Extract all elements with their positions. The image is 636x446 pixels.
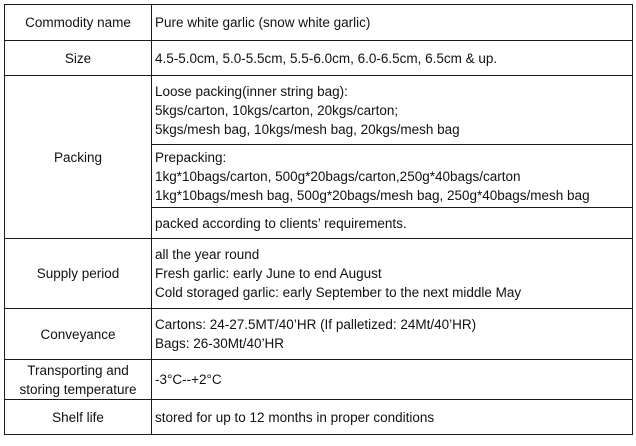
- temperature-label-line: Transporting and: [27, 362, 129, 378]
- conveyance-line: Bags: 26-30Mt/40’HR: [155, 336, 285, 351]
- garlic-spec-table: [4, 4, 633, 435]
- table-row-size: [5, 41, 633, 76]
- temperature-label-line: storing temperature: [19, 381, 137, 397]
- packing-prepacking-line: 1kg*10bags/mesh bag, 500g*20bags/mesh bag, 250g*40bags/mesh bag: [155, 187, 590, 203]
- temperature-value: -3°C--+2°C: [152, 360, 633, 400]
- packing-prepacking-line: Prepacking:: [155, 149, 227, 165]
- supply-period-line: all the year round: [155, 247, 260, 262]
- conveyance-line: Cartons: 24-27.5MT/40’HR (If palletized: 24Mt/40’HR): [155, 317, 477, 332]
- packing-custom-value: packed according to clients’ requirements.: [152, 208, 633, 239]
- packing-loose-value: [152, 76, 633, 145]
- commodity-name-value: Pure white garlic (snow white garlic): [152, 5, 633, 41]
- table-row-commodity: [5, 5, 633, 41]
- table-row-shelf-life: [5, 400, 633, 435]
- supply-period-value: [152, 239, 633, 309]
- packing-prepacking-line: 1kg*10bags/carton, 500g*20bags/carton,250g*40bags/carton: [155, 168, 521, 184]
- packing-prepacking-value: [152, 145, 633, 208]
- supply-period-line: Cold storaged garlic: early September to the next middle May: [155, 285, 522, 300]
- table-row-packing-loose: [5, 76, 633, 145]
- packing-label: Packing: [5, 76, 152, 239]
- conveyance-label: Conveyance: [5, 309, 152, 360]
- shelf-life-label: Shelf life: [5, 400, 152, 435]
- size-value: 4.5-5.0cm, 5.0-5.5cm, 5.5-6.0cm, 6.0-6.5cm, 6.5cm & up.: [152, 41, 633, 76]
- temperature-label: [5, 360, 152, 400]
- shelf-life-value: stored for up to 12 months in proper conditions: [152, 400, 633, 435]
- table-row-conveyance: [5, 309, 633, 360]
- packing-loose-line: Loose packing(inner string bag):: [155, 83, 348, 99]
- packing-loose-line: 5kgs/mesh bag, 10kgs/mesh bag, 20kgs/mesh bag: [155, 121, 460, 137]
- packing-loose-line: 5kgs/carton, 10kgs/carton, 20kgs/carton;: [155, 102, 399, 118]
- supply-period-label: Supply period: [5, 239, 152, 309]
- table-row-temperature: [5, 360, 633, 400]
- table-row-supply-period: [5, 239, 633, 309]
- conveyance-value: [152, 309, 633, 360]
- size-label: Size: [5, 41, 152, 76]
- supply-period-line: Fresh garlic: early June to end August: [155, 266, 382, 281]
- commodity-name-label: Commodity name: [5, 5, 152, 41]
